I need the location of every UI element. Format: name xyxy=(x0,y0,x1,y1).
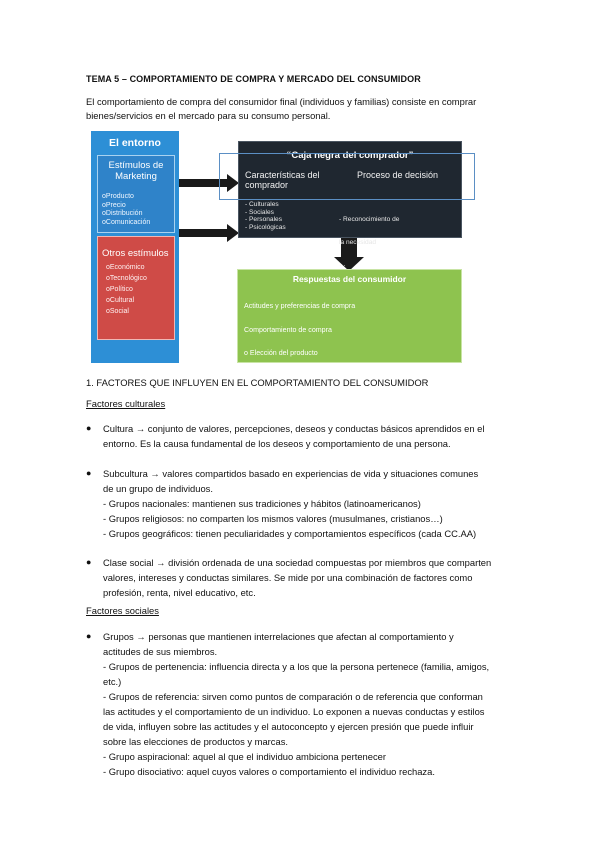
intro-paragraph: El comportamiento de compra del consumidor final (individuos y familias) consiste en comprar bienes/servicios en el mercado para su consumo personal. xyxy=(86,96,477,121)
consumer-responses-list xyxy=(244,288,355,364)
bullet-icon: ● xyxy=(86,423,92,433)
text-line: - Grupos nacionales: mantienen sus tradiciones y hábitos (latinoamericanos) xyxy=(103,498,421,509)
bullet-cultura xyxy=(86,421,516,451)
buyer-characteristics-list xyxy=(245,201,286,231)
document-title: TEMA 5 – COMPORTAMIENTO DE COMPRA Y MERCADO DEL CONSUMIDOR xyxy=(86,74,421,84)
text-line: - Grupo aspiracional: aquel al que el individuo ambiciona pertenecer xyxy=(103,751,386,762)
text-line: - Grupo disociativo: aquel cuyos valores o comportamiento el individuo rechaza. xyxy=(103,766,435,777)
bullet-grupos xyxy=(86,629,516,779)
bullet-icon: ● xyxy=(86,557,92,567)
cultural-factors-heading: Factores culturales xyxy=(86,398,166,409)
consumer-behavior-diagram xyxy=(91,131,477,364)
text-line: - Grupos de referencia: sirven como puntos de comparación o de referencia que conforman xyxy=(103,691,483,702)
bullet-clase-social xyxy=(86,555,516,600)
list-item: - Personales xyxy=(245,216,283,223)
consumer-responses-title: Respuestas del consumidor xyxy=(292,274,407,284)
text-line: - Grupos geográficos: tienen peculiaridades y comportamientos específicos (cada CC.AA) xyxy=(103,528,477,539)
list-item: la necesidad xyxy=(339,238,377,246)
list-item: oSocial xyxy=(106,308,129,315)
list-item: - Reconocimiento de xyxy=(339,216,400,223)
social-factors-heading: Factores sociales xyxy=(86,605,159,616)
list-item: … xyxy=(339,261,346,268)
decision-process-header: Proceso de decisión xyxy=(357,170,439,180)
consumer-responses-box xyxy=(237,269,462,363)
list-item: - Psicológicas xyxy=(245,223,286,231)
marketing-stimuli-title: Estímulos de Marketing xyxy=(108,160,164,182)
text-line: Grupos → personas que mantienen interrelaciones que afectan al comportamiento y xyxy=(103,631,454,642)
list-item: oProducto xyxy=(102,193,134,200)
text-line: de vida, influyen sobre las actitudes y el autoconcepto y ejercen presión que puede influir xyxy=(103,721,474,732)
section-heading: 1. FACTORES QUE INFLUYEN EN EL COMPORTAMIENTO DEL CONSUMIDOR xyxy=(86,377,429,388)
text-line: actitudes de sus miembros. xyxy=(103,646,218,657)
text-line: Clase social → división ordenada de una sociedad compuestas por miembros que comparten xyxy=(103,557,492,568)
list-item: oCultural xyxy=(106,297,135,304)
text-line: profesión, renta, nivel educativo, etc. xyxy=(103,587,256,598)
text-line: valores, intereses y conductas similares. Se mide por una combinación de factores como xyxy=(103,572,473,583)
list-item: - Culturales xyxy=(245,201,279,208)
list-item: oTecnológico xyxy=(106,275,147,282)
bullet-icon: ● xyxy=(86,631,92,641)
list-item: oDistribución xyxy=(102,210,143,217)
highlight-outline xyxy=(219,153,475,200)
arrow-other-to-blackbox xyxy=(179,224,239,242)
list-item: oPolítico xyxy=(106,286,133,293)
environment-title: El entorno xyxy=(109,137,161,149)
text-line: sobre las elecciones de productos y marcas. xyxy=(103,736,288,747)
bullet-text xyxy=(103,466,516,541)
bullet-text xyxy=(103,629,516,779)
text-line: Subcultura → valores compartidos basado en experiencias de vida y situaciones comunes xyxy=(103,468,479,479)
list-item: o Elección del producto xyxy=(244,348,318,357)
list-item: oPrecio xyxy=(102,201,126,209)
bullet-text xyxy=(103,555,516,600)
text-line: - Grupos de pertenencia: influencia directa y a los que la persona pertenece (familia, amigos, xyxy=(103,661,490,672)
text-line: Cultura → conjunto de valores, percepciones, deseos y conductas básicos aprendidos en el xyxy=(103,423,485,434)
list-item: - Sociales xyxy=(245,208,274,216)
bullet-text xyxy=(103,421,516,451)
text-line: etc.) xyxy=(103,676,122,687)
bullet-icon: ● xyxy=(86,468,92,478)
list-item: oEconómico xyxy=(106,264,145,271)
other-stimuli-title: Otros estímulos xyxy=(102,248,169,259)
bullet-subcultura xyxy=(86,466,516,541)
buyer-characteristics-header: Características del comprador xyxy=(245,170,320,190)
text-line: las actitudes y el comportamiento de un individuo. Lo exponen a nuevas conductas y estilos xyxy=(103,706,485,717)
list-item: Actitudes y preferencias de compra xyxy=(244,302,356,311)
text-line: de un grupo de individuos. xyxy=(103,483,213,494)
text-line: entorno. Es la causa fundamental de los deseos y comportamiento de una persona. xyxy=(103,438,451,449)
text-line: - Grupos religiosos: no comparten los mismos valores (musulmanes, cristianos…) xyxy=(103,513,443,524)
list-item: oComunicación xyxy=(102,218,151,226)
black-box-title: “Caja negra del comprador” xyxy=(286,150,414,161)
list-item: Comportamiento de compra xyxy=(244,325,332,334)
